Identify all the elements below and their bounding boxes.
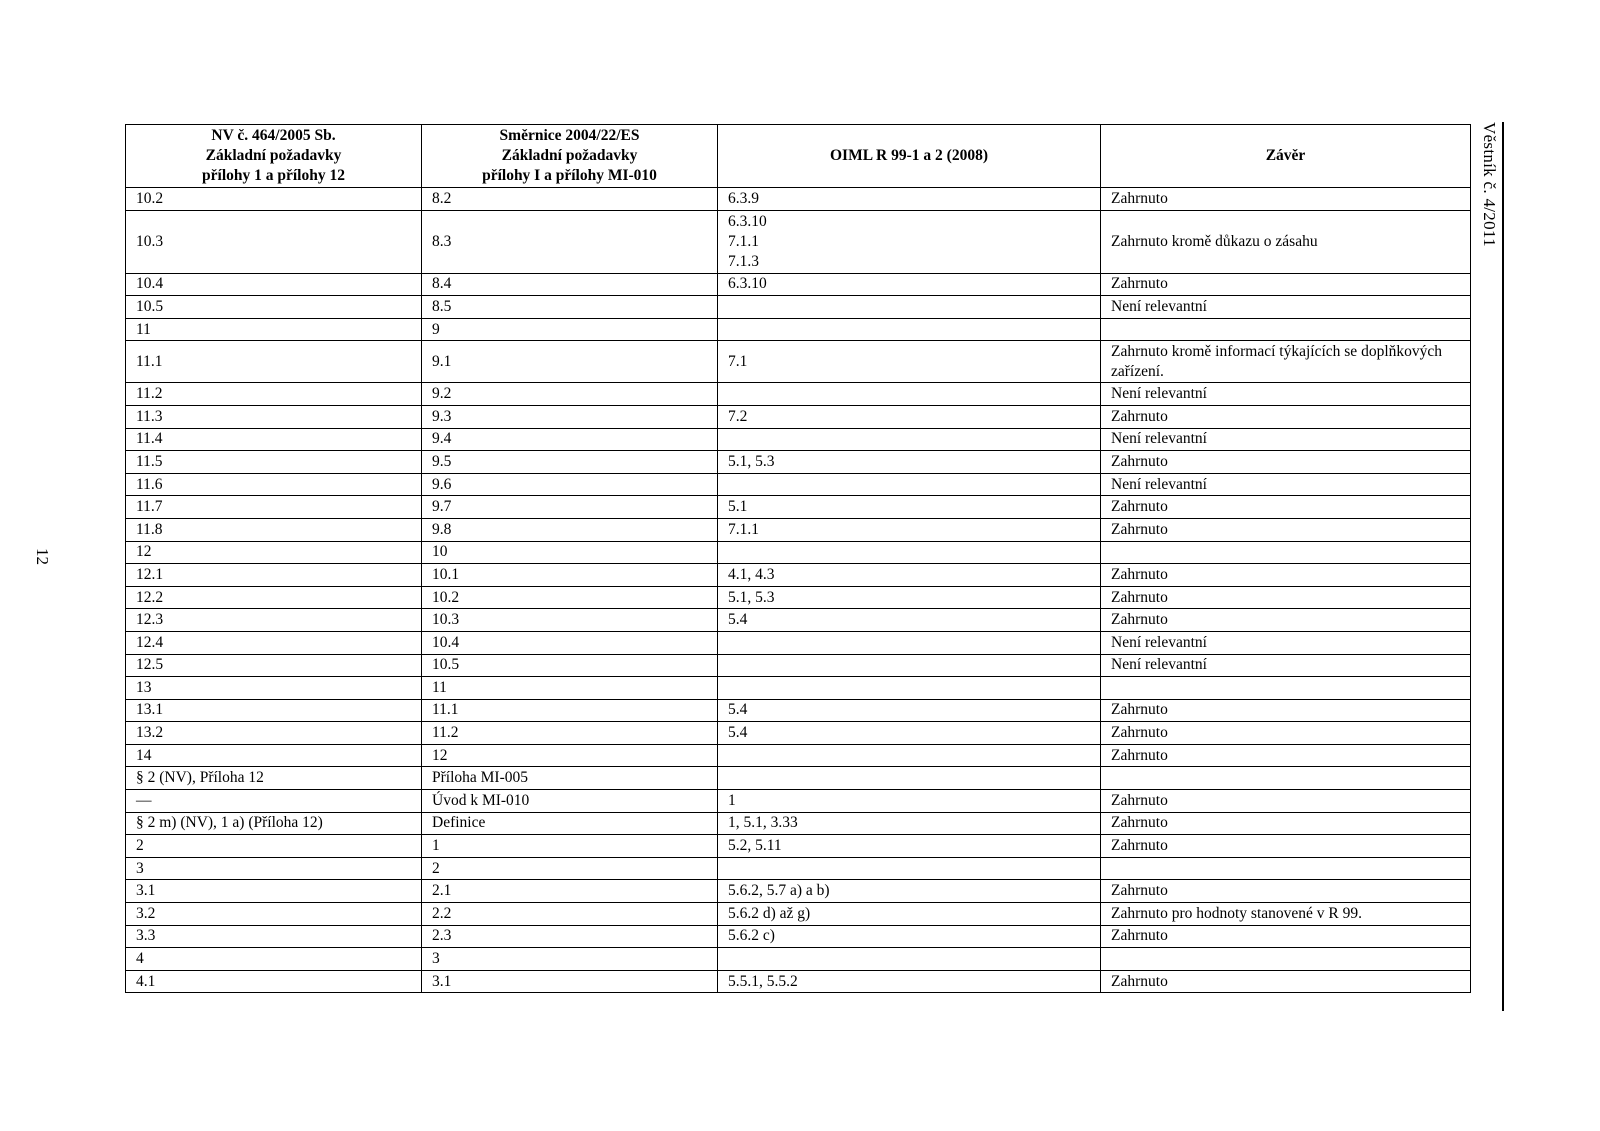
oiml-cell: [718, 654, 1101, 677]
conclusion-cell: [1101, 318, 1471, 341]
directive-cell: 2: [422, 857, 718, 880]
table-row: [126, 496, 1471, 519]
oiml-cell: 6.3.10 7.1.1 7.1.3: [718, 210, 1101, 273]
conclusion-cell: Zahrnuto: [1101, 609, 1471, 632]
table-row: [126, 903, 1471, 926]
nv-cell: 11.4: [126, 428, 422, 451]
conclusion-cell: Zahrnuto: [1101, 699, 1471, 722]
conclusion-cell: Není relevantní: [1101, 473, 1471, 496]
directive-cell: 9: [422, 318, 718, 341]
nv-cell: 4.1: [126, 970, 422, 993]
table-row: [126, 564, 1471, 587]
directive-cell: 9.3: [422, 405, 718, 428]
directive-cell: 10.3: [422, 609, 718, 632]
nv-cell: § 2 m) (NV), 1 a) (Příloha 12): [126, 812, 422, 835]
oiml-cell: 5.1, 5.3: [718, 451, 1101, 474]
directive-cell: 10: [422, 541, 718, 564]
directive-cell: Příloha MI-005: [422, 767, 718, 790]
conclusion-cell: [1101, 541, 1471, 564]
conclusion-cell: Zahrnuto: [1101, 812, 1471, 835]
directive-cell: 2.2: [422, 903, 718, 926]
conclusion-cell: Zahrnuto: [1101, 273, 1471, 296]
table-row: [126, 767, 1471, 790]
nv-cell: 12.4: [126, 631, 422, 654]
table-row: [126, 273, 1471, 296]
table-row: [126, 722, 1471, 745]
table-row: [126, 586, 1471, 609]
table-row: [126, 383, 1471, 406]
header-conclusion: Závěr: [1101, 125, 1471, 188]
nv-cell: 3.3: [126, 925, 422, 948]
nv-cell: 11.8: [126, 518, 422, 541]
conclusion-cell: Zahrnuto: [1101, 564, 1471, 587]
conclusion-cell: [1101, 857, 1471, 880]
conclusion-cell: Není relevantní: [1101, 428, 1471, 451]
conclusion-cell: Zahrnuto kromě informací týkajících se doplňkových zařízení.: [1101, 341, 1471, 383]
nv-cell: —: [126, 790, 422, 813]
conclusion-cell: Není relevantní: [1101, 654, 1471, 677]
header-oiml: OIML R 99-1 a 2 (2008): [718, 125, 1101, 188]
nv-cell: 11.5: [126, 451, 422, 474]
table-row: [126, 677, 1471, 700]
oiml-cell: 5.4: [718, 699, 1101, 722]
table-header-row: [126, 125, 1471, 188]
directive-cell: 8.2: [422, 188, 718, 211]
table-row: [126, 341, 1471, 383]
table-row: [126, 970, 1471, 993]
directive-cell: 11.2: [422, 722, 718, 745]
running-header: Věstník č. 4/2011: [1480, 122, 1499, 247]
conclusion-cell: Zahrnuto: [1101, 880, 1471, 903]
oiml-cell: [718, 948, 1101, 971]
table-row: [126, 451, 1471, 474]
oiml-cell: 6.3.9: [718, 188, 1101, 211]
nv-cell: 12.2: [126, 586, 422, 609]
oiml-cell: 7.1.1: [718, 518, 1101, 541]
page-number: 12: [33, 548, 52, 565]
conclusion-cell: Zahrnuto: [1101, 405, 1471, 428]
directive-cell: 10.4: [422, 631, 718, 654]
nv-cell: 11.1: [126, 341, 422, 383]
table-row: [126, 812, 1471, 835]
oiml-cell: 5.1: [718, 496, 1101, 519]
oiml-cell: [718, 677, 1101, 700]
nv-cell: 3.2: [126, 903, 422, 926]
directive-cell: 8.5: [422, 296, 718, 319]
oiml-cell: [718, 767, 1101, 790]
conclusion-cell: [1101, 677, 1471, 700]
nv-cell: § 2 (NV), Příloha 12: [126, 767, 422, 790]
nv-cell: 11.2: [126, 383, 422, 406]
oiml-cell: [718, 857, 1101, 880]
table-row: [126, 609, 1471, 632]
table-row: [126, 790, 1471, 813]
directive-cell: 3: [422, 948, 718, 971]
directive-cell: 9.2: [422, 383, 718, 406]
nv-cell: 3.1: [126, 880, 422, 903]
conclusion-cell: Zahrnuto: [1101, 744, 1471, 767]
nv-cell: 10.2: [126, 188, 422, 211]
oiml-cell: 7.1: [718, 341, 1101, 383]
conclusion-cell: Zahrnuto: [1101, 790, 1471, 813]
conclusion-cell: Zahrnuto: [1101, 970, 1471, 993]
directive-cell: 2.3: [422, 925, 718, 948]
table-body: [126, 188, 1471, 993]
nv-cell: 13: [126, 677, 422, 700]
nv-cell: 13.2: [126, 722, 422, 745]
nv-cell: 10.4: [126, 273, 422, 296]
conclusion-cell: Zahrnuto: [1101, 496, 1471, 519]
conclusion-cell: Zahrnuto: [1101, 518, 1471, 541]
directive-cell: 3.1: [422, 970, 718, 993]
oiml-cell: [718, 296, 1101, 319]
directive-cell: 9.1: [422, 341, 718, 383]
directive-cell: 9.6: [422, 473, 718, 496]
header-directive: Směrnice 2004/22/ES Základní požadavky přílohy I a přílohy MI-010: [422, 125, 718, 188]
directive-cell: 11.1: [422, 699, 718, 722]
nv-cell: 2: [126, 835, 422, 858]
directive-cell: 10.1: [422, 564, 718, 587]
oiml-cell: 5.4: [718, 609, 1101, 632]
nv-cell: 12: [126, 541, 422, 564]
table-row: [126, 188, 1471, 211]
oiml-cell: [718, 473, 1101, 496]
table-row: [126, 857, 1471, 880]
table-row: [126, 948, 1471, 971]
oiml-cell: [718, 744, 1101, 767]
nv-cell: 12.5: [126, 654, 422, 677]
oiml-cell: 5.4: [718, 722, 1101, 745]
table-row: [126, 296, 1471, 319]
nv-cell: 10.5: [126, 296, 422, 319]
nv-cell: 11.3: [126, 405, 422, 428]
conclusion-cell: Není relevantní: [1101, 383, 1471, 406]
conclusion-cell: Zahrnuto kromě důkazu o zásahu: [1101, 210, 1471, 273]
table-row: [126, 654, 1471, 677]
table-row: [126, 880, 1471, 903]
conclusion-cell: Zahrnuto: [1101, 586, 1471, 609]
table-row: [126, 631, 1471, 654]
oiml-cell: 5.2, 5.11: [718, 835, 1101, 858]
oiml-cell: [718, 631, 1101, 654]
conclusion-cell: Není relevantní: [1101, 296, 1471, 319]
header-rule: [1502, 122, 1504, 1011]
oiml-cell: 4.1, 4.3: [718, 564, 1101, 587]
table-row: [126, 473, 1471, 496]
directive-cell: Úvod k MI-010: [422, 790, 718, 813]
nv-cell: 12.3: [126, 609, 422, 632]
oiml-cell: 1: [718, 790, 1101, 813]
directive-cell: 2.1: [422, 880, 718, 903]
table-row: [126, 699, 1471, 722]
directive-cell: 8.4: [422, 273, 718, 296]
conclusion-cell: [1101, 767, 1471, 790]
oiml-cell: [718, 383, 1101, 406]
conclusion-cell: Zahrnuto: [1101, 451, 1471, 474]
nv-cell: 11.6: [126, 473, 422, 496]
directive-cell: 8.3: [422, 210, 718, 273]
directive-cell: 9.5: [422, 451, 718, 474]
oiml-cell: 7.2: [718, 405, 1101, 428]
directive-cell: 11: [422, 677, 718, 700]
directive-cell: 10.5: [422, 654, 718, 677]
directive-cell: 12: [422, 744, 718, 767]
conclusion-cell: Zahrnuto pro hodnoty stanovené v R 99.: [1101, 903, 1471, 926]
table-row: [126, 518, 1471, 541]
oiml-cell: 1, 5.1, 3.33: [718, 812, 1101, 835]
nv-cell: 11: [126, 318, 422, 341]
nv-cell: 12.1: [126, 564, 422, 587]
conclusion-cell: Zahrnuto: [1101, 925, 1471, 948]
oiml-cell: 5.6.2, 5.7 a) a b): [718, 880, 1101, 903]
conclusion-cell: Není relevantní: [1101, 631, 1471, 654]
oiml-cell: 5.6.2 c): [718, 925, 1101, 948]
table-row: [126, 318, 1471, 341]
oiml-cell: 5.6.2 d) až g): [718, 903, 1101, 926]
directive-cell: 9.7: [422, 496, 718, 519]
conclusion-cell: Zahrnuto: [1101, 188, 1471, 211]
table-row: [126, 541, 1471, 564]
directive-cell: 10.2: [422, 586, 718, 609]
table-row: [126, 925, 1471, 948]
conclusion-cell: Zahrnuto: [1101, 835, 1471, 858]
nv-cell: 11.7: [126, 496, 422, 519]
table-row: [126, 744, 1471, 767]
table-row: [126, 405, 1471, 428]
oiml-cell: 5.5.1, 5.5.2: [718, 970, 1101, 993]
nv-cell: 14: [126, 744, 422, 767]
conclusion-cell: [1101, 948, 1471, 971]
directive-cell: 9.8: [422, 518, 718, 541]
concordance-table: [125, 124, 1471, 993]
oiml-cell: 6.3.10: [718, 273, 1101, 296]
header-nv: NV č. 464/2005 Sb. Základní požadavky přílohy 1 a přílohy 12: [126, 125, 422, 188]
directive-cell: Definice: [422, 812, 718, 835]
oiml-cell: [718, 428, 1101, 451]
nv-cell: 10.3: [126, 210, 422, 273]
table-row: [126, 210, 1471, 273]
oiml-cell: 5.1, 5.3: [718, 586, 1101, 609]
table-row: [126, 835, 1471, 858]
directive-cell: 9.4: [422, 428, 718, 451]
oiml-cell: [718, 541, 1101, 564]
table-row: [126, 428, 1471, 451]
directive-cell: 1: [422, 835, 718, 858]
nv-cell: 13.1: [126, 699, 422, 722]
oiml-cell: [718, 318, 1101, 341]
nv-cell: 3: [126, 857, 422, 880]
nv-cell: 4: [126, 948, 422, 971]
conclusion-cell: Zahrnuto: [1101, 722, 1471, 745]
